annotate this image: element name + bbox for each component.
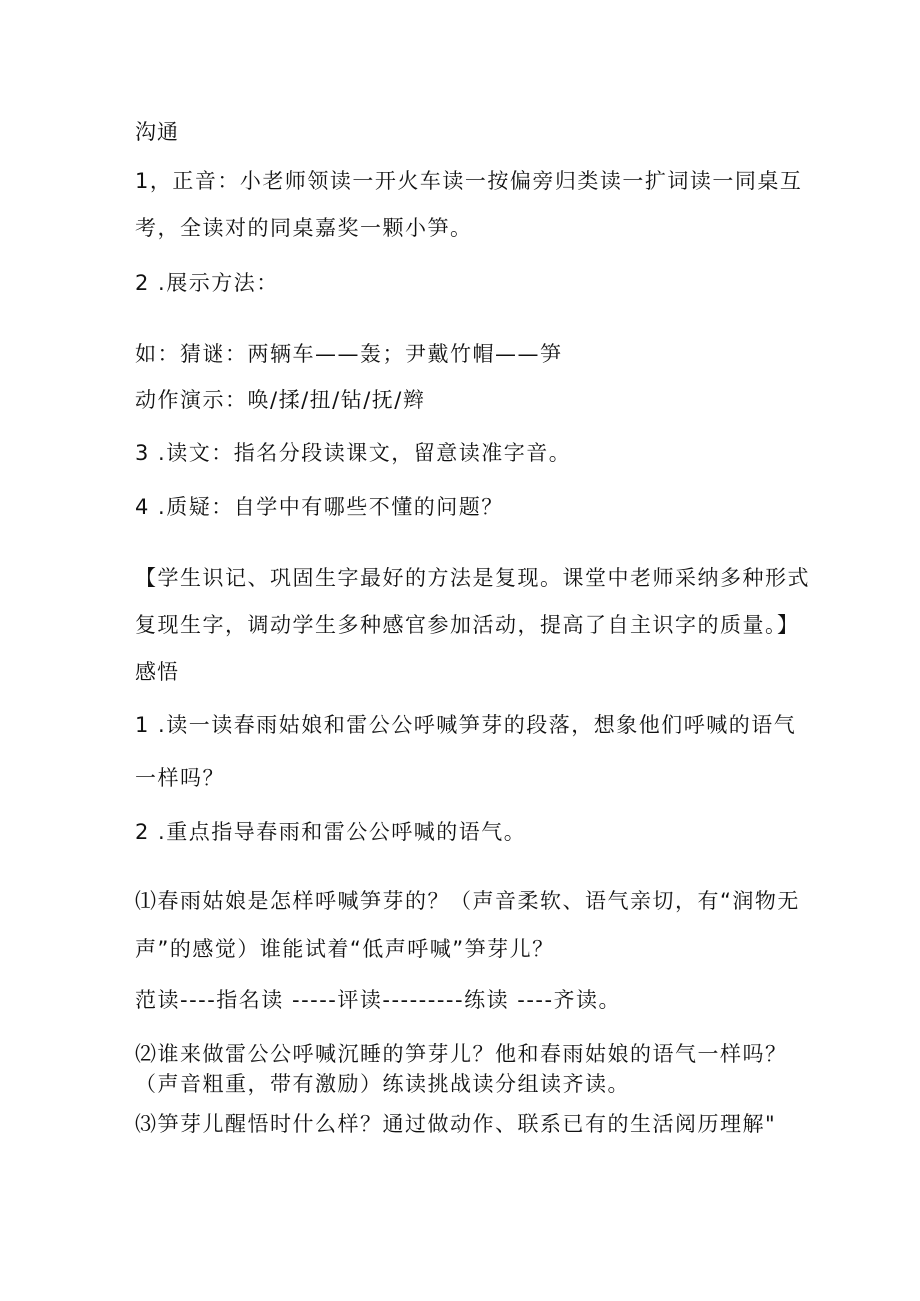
paragraph-line: 1 .读一读春雨姑娘和雷公公呼喊笋芽的段落，想象他们呼喊的语气 (135, 713, 797, 737)
paragraph-line: 2 .展示方法： (135, 271, 279, 295)
paragraph-line: ⑵谁来做雷公公呼喊沉睡的笋芽儿？他和春雨姑娘的语气一样吗？ (135, 1042, 788, 1066)
paragraph-line: ⑴春雨姑娘是怎样呼喊笋芽的？（声音柔软、语气亲切，有“润物无 (135, 889, 800, 913)
paragraph-line: （声音粗重，带有激励）练读挑战读分组读齐读。 (135, 1072, 630, 1096)
section-heading-perception: 感悟 (135, 660, 179, 684)
paragraph-line: 一样吗？ (135, 766, 225, 790)
section-heading-communication: 沟通 (135, 120, 179, 144)
paragraph-line: 2 .重点指导春雨和雷公公呼喊的语气。 (135, 820, 527, 844)
paragraph-line: 1，正音：小老师领读一开火车读一按偏旁归类读一扩词读一同桌互 (135, 169, 803, 193)
paragraph-line: 考，全读对的同桌嘉奖一颗小笋。 (135, 216, 473, 240)
note-line: 【学生识记、巩固生字最好的方法是复现。课堂中老师采纳多种形式 (135, 566, 810, 590)
paragraph-line: 4 .质疑：自学中有哪些不懂的问题？ (135, 495, 504, 519)
paragraph-line: ⑶笋芽儿醒悟时什么样？通过做动作、联系已有的生活阅历理解" (135, 1112, 777, 1136)
paragraph-line: 范读----指名读 -----评读---------练读 ----齐读。 (135, 988, 622, 1012)
note-line: 复现生字，调动学生多种感官参加活动，提高了自主识字的质量。】 (135, 613, 800, 637)
paragraph-line: 3 .读文：指名分段读课文，留意读准字音。 (135, 441, 572, 465)
paragraph-line: 声”的感觉）谁能试着“低声呼喊”笋芽儿？ (135, 937, 555, 961)
paragraph-line: 动作演示：唤/揉/扭/钻/抚/辫 (135, 388, 426, 412)
paragraph-line: 如：猜谜：两辆车——轰；尹戴竹帽——笋 (135, 342, 563, 366)
